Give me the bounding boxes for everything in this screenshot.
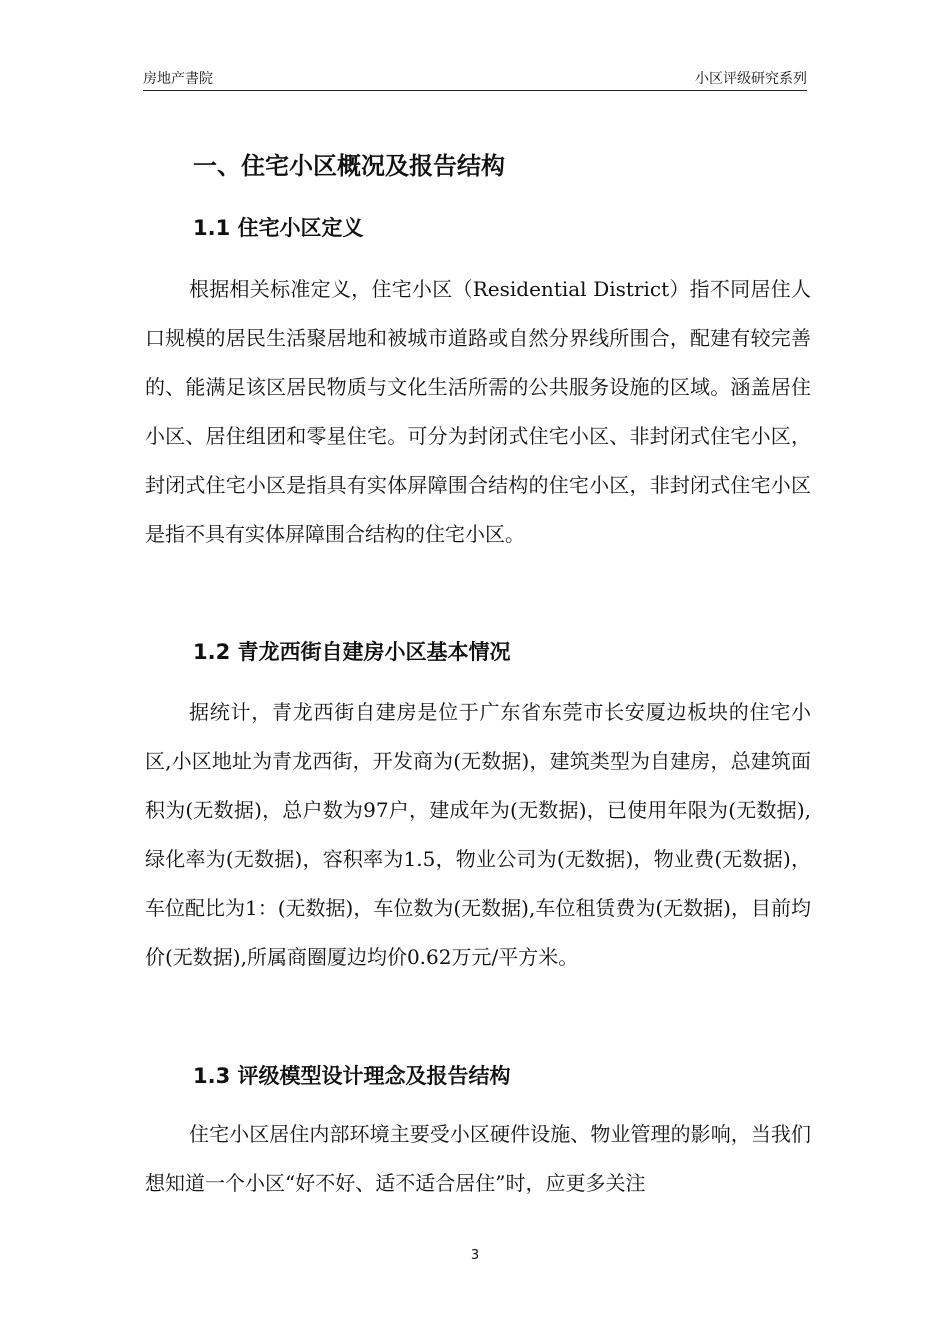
subsection-title-1-1: 1.1 住宅小区定义: [193, 216, 364, 240]
subsection-title-1-2: 1.2 青龙西街自建房小区基本情况: [193, 640, 511, 664]
header-rule: [143, 90, 807, 91]
paragraph-definition: 根据相关标准定义，住宅小区（Residential District）指不同居住人口规模的居民生活聚居地和被城市道路或自然分界线所围合，配建有较完善的、能满足该区居民物质与文化生活所需的公共服务设施的区域。涵盖居住小区、居住组团和零星住宅。可分为封闭式住宅小区、非封闭式住宅小区，封闭式住宅小区是指具有实体屏障围合结构的住宅小区，非封闭式住宅小区是指不具有实体屏障围合结构的住宅小区。: [145, 277, 811, 546]
header-left-text: 房地产書院: [143, 71, 213, 87]
section-title: 一、住宅小区概况及报告结构: [193, 152, 505, 180]
header-right-text: 小区评级研究系列: [695, 71, 807, 87]
paragraph-basic-info: 据统计，青龙西街自建房是位于广东省东莞市长安厦边板块的住宅小区,小区地址为青龙西街，开发商为(无数据)，建筑类型为自建房，总建筑面积为(无数据)，总户数为97户，建成年为(无数据)，已使用年限为(无数据),绿化率为(无数据)，容积率为1.5，物业公司为(无数据)，物业费(无数据)，车位配比为1：(无数据)，车位数为(无数据),车位租赁费为(无数据)，目前均价(无数据),所属商圈厦边均价0.62万元/平方米。: [145, 700, 811, 969]
page-number: 3: [470, 1248, 480, 1263]
paragraph-model-design: 住宅小区居住内部环境主要受小区硬件设施、物业管理的影响，当我们想知道一个小区“好不好、适不适合居住”时，应更多关注: [145, 1122, 811, 1195]
page-header: [143, 66, 807, 88]
subsection-title-1-3: 1.3 评级模型设计理念及报告结构: [193, 1064, 511, 1088]
